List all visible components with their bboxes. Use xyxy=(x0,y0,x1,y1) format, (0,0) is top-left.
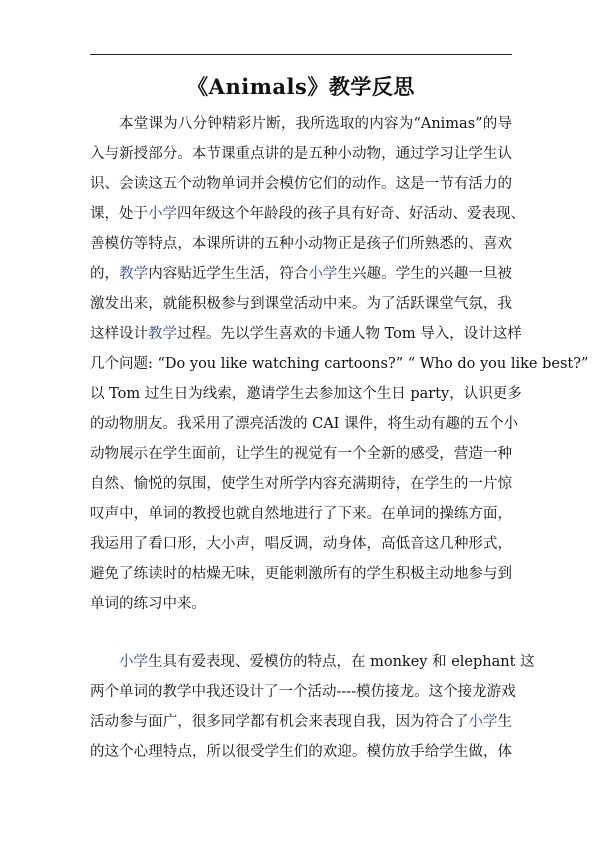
text-line: 识、会读这五个动物单词并会模仿它们的动作。这是一节有活力的 xyxy=(90,176,512,192)
keyword-link[interactable]: 小学 xyxy=(308,266,338,282)
keyword-link[interactable]: 教学 xyxy=(119,266,149,282)
text-line: 激发出来，就能积极参与到课堂活动中来。为了活跃课堂气氛，我 xyxy=(90,296,512,312)
keyword-link[interactable]: 小学 xyxy=(468,714,498,730)
text-line: 自然、愉悦的氛围，使学生对所学内容充满期待，在学生的一片惊 xyxy=(90,476,512,492)
text-line: 小学生具有爱表现、爱模仿的特点，在 monkey 和 elephant 这 xyxy=(119,654,535,670)
text-line: 本堂课为八分钟精彩片断，我所选取的内容为“Animas”的导 xyxy=(119,116,512,132)
text-line: 几个问题: “Do you like watching cartoons?” “ Who do you like best?” xyxy=(90,356,589,372)
text-line: 叹声中，单词的教授也就自然地进行了下来。在单词的操练方面， xyxy=(90,506,512,522)
text-line: 我运用了看口形，大小声，唱反调，动身体，高低音这几种形式， xyxy=(90,536,512,552)
text-line: 两个单词的教学中我还设计了一个活动----模仿接龙。这个接龙游戏 xyxy=(90,684,516,700)
text-line: 这样设计教学过程。先以学生喜欢的卡通人物 Tom 导入，设计这样 xyxy=(90,326,522,342)
header-rule xyxy=(90,54,512,55)
keyword-link[interactable]: 小学 xyxy=(119,654,148,670)
text-line: 活动参与面广，很多同学都有机会来表现自我，因为符合了小学生 xyxy=(90,714,512,730)
keyword-link[interactable]: 小学 xyxy=(148,206,177,222)
page-title: 《Animals》教学反思 xyxy=(187,74,415,99)
text-line: 的这个心理特点，所以很受学生们的欢迎。模仿放手给学生做，体 xyxy=(90,744,512,760)
text-line: 的动物朋友。我采用了漂亮活泼的 CAI 课件，将生动有趣的五个小 xyxy=(90,416,519,432)
text-line: 的，教学内容贴近学生生活，符合小学生兴趣。学生的兴趣一旦被 xyxy=(90,266,513,282)
text-line: 善模仿等特点，本课所讲的五种小动物正是孩子们所熟悉的、喜欢 xyxy=(90,236,512,252)
text-line: 单词的练习中来。 xyxy=(90,596,206,612)
text-line: 动物展示在学生面前，让学生的视觉有一个全新的感受，营造一种 xyxy=(90,446,512,462)
keyword-link[interactable]: 教学 xyxy=(148,326,177,342)
text-line: 避免了练读时的枯燥无味，更能刺激所有的学生积极主动地参与到 xyxy=(90,566,512,582)
text-line: 入与新授部分。本节课重点讲的是五种小动物，通过学习让学生认 xyxy=(90,146,512,162)
text-line: 课，处于小学四年级这个年龄段的孩子具有好奇、好活动、爱表现、 xyxy=(90,206,525,222)
text-line: 以 Tom 过生日为线索，邀请学生去参加这个生日 party，认识更多 xyxy=(90,386,522,402)
